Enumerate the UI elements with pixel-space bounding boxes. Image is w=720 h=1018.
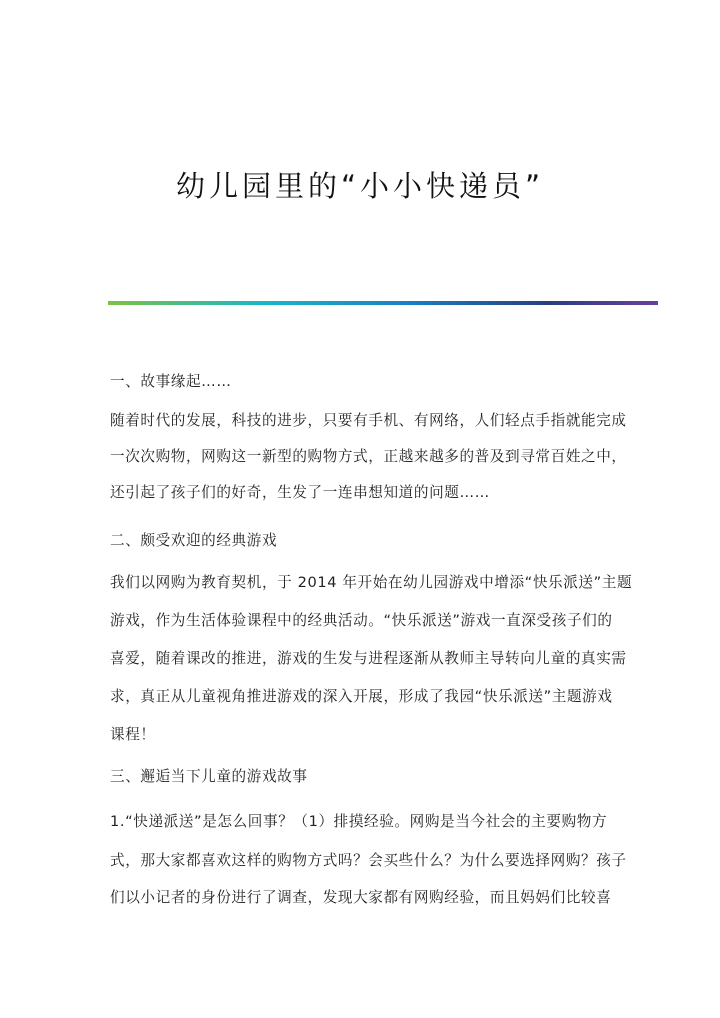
paragraph-line: 求，真正从儿童视角推进游戏的深入开展，形成了我园“快乐派送”主题游戏 bbox=[110, 688, 613, 705]
paragraph-line: 课程！ bbox=[110, 726, 156, 743]
section-heading: 一、故事缘起…… bbox=[110, 373, 232, 390]
paragraph-line: 游戏，作为生活体验课程中的经典活动。“快乐派送”游戏一直深受孩子们的 bbox=[110, 612, 613, 629]
paragraph-line: 我们以网购为教育契机，于 2014 年开始在幼儿园游戏中增添“快乐派送”主题 bbox=[110, 574, 633, 591]
section-heading: 二、颇受欢迎的经典游戏 bbox=[110, 532, 278, 549]
paragraph-line: 随着时代的发展，科技的进步，只要有手机、有网络，人们轻点手指就能完成 bbox=[110, 412, 627, 429]
paragraph-line: 式，那大家都喜欢这样的购物方式吗？会买些什么？为什么要选择网购？孩子 bbox=[110, 852, 627, 869]
paragraph-line: 一次次购物，网购这一新型的购物方式，正越来越多的普及到寻常百姓之中， bbox=[110, 448, 627, 465]
paragraph-line: 们以小记者的身份进行了调查，发现大家都有网购经验，而且妈妈们比较喜 bbox=[110, 889, 612, 906]
paragraph-line: 1.“快递派送”是怎么回事？（1）排摸经验。网购是当今社会的主要购物方 bbox=[110, 813, 608, 830]
paragraph-line: 还引起了孩子们的好奇，生发了一连串想知道的问题…… bbox=[110, 484, 490, 501]
paragraph-line: 喜爱，随着课改的推进，游戏的生发与进程逐渐从教师主导转向儿童的真实需 bbox=[110, 650, 627, 667]
section-heading: 三、邂逅当下儿童的游戏故事 bbox=[110, 768, 308, 785]
gradient-divider bbox=[108, 301, 658, 305]
document-title: 幼儿园里的“小小快递员” bbox=[175, 169, 545, 203]
